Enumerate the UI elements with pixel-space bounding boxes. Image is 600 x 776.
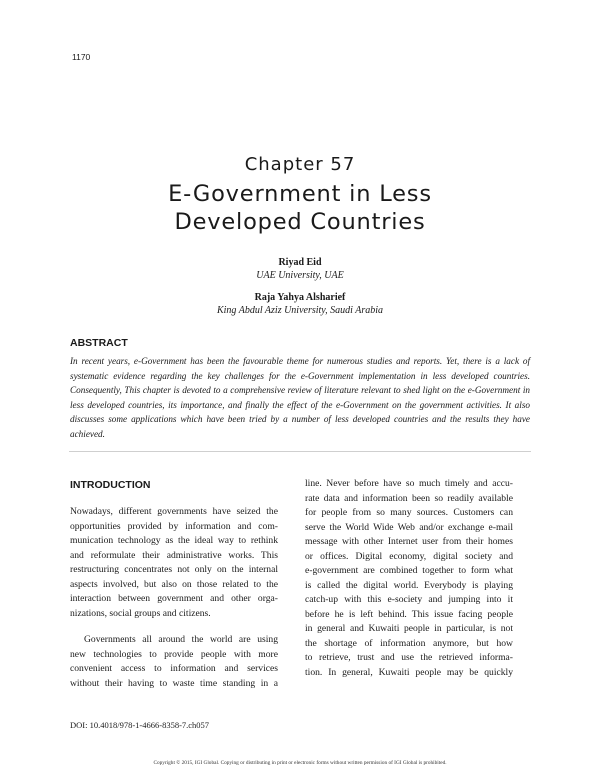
text-line: message with other Internet user from their homes <box>305 536 513 547</box>
author-name: Raja Yahya Alsharief <box>254 292 346 303</box>
text-line: serve the World Wide Web and/or exchange e-mail <box>305 521 513 533</box>
text-line: line. Never before have so much timely and accu- <box>305 478 513 489</box>
text-line: e-government are combined together to form what <box>305 565 513 576</box>
introduction-heading: INTRODUCTION <box>70 479 151 491</box>
text-line: new technologies to provide people with more <box>70 648 278 660</box>
text-line: convenient access to information and services <box>70 663 278 674</box>
chapter-title-line-1: E-Government in Less <box>168 181 432 207</box>
text-line: the shortage of information anymore, but how <box>305 637 513 649</box>
abstract-divider <box>69 451 531 452</box>
text-line: in general and Kuwaiti people in particular, is not <box>305 623 513 634</box>
text-line: restructuring concentrates not only on the internal <box>70 564 278 575</box>
text-line: is called the digital world. Everybody is playing <box>305 579 513 591</box>
text-line: before he is left behind. This issue facing people <box>305 608 513 620</box>
text-line: or offices. Digital economy, digital society and <box>305 550 513 562</box>
text-line: catch-up with this e-society and jumping into it <box>305 594 513 605</box>
text-line: rate data and information been so readily available <box>305 492 513 504</box>
text-line: opportunities provided by information and com- <box>70 520 278 532</box>
text-line: munication technology as the ideal way to rethink <box>70 535 278 546</box>
abstract-heading: ABSTRACT <box>70 337 128 349</box>
text-line: Governments all around the world are using <box>84 634 278 645</box>
author-2 <box>0 291 600 317</box>
copyright-notice: Copyright © 2015, IGI Global. Copying or distributing in print or electronic forms without written permission of IGI Global is prohibited. <box>153 760 447 766</box>
author-affiliation: UAE University, UAE <box>256 270 344 281</box>
text-line: for people from so many sources. Customers can <box>305 507 513 518</box>
chapter-label: Chapter 57 <box>244 154 356 175</box>
text-line: tion. In general, Kuwaiti people may be quickly <box>305 666 513 678</box>
author-1 <box>0 256 600 282</box>
chapter-title <box>0 180 600 236</box>
page-number: 1170 <box>72 52 91 62</box>
author-name: Riyad Eid <box>278 257 322 268</box>
text-line: interaction between government and other orga- <box>70 593 278 604</box>
right-column <box>305 477 513 680</box>
text-line: to retrieve, trust and use the retrieved informa- <box>305 652 513 663</box>
text-line: Nowadays, different governments have seized the <box>70 506 278 517</box>
text-line: without their having to waste time standing in a <box>70 677 278 689</box>
text-line: and reformulate their administrative works. This <box>70 549 278 561</box>
abstract-text: In recent years, e-Government has been the favourable theme for numerous studies and reports. Yet, there is a lack of systematic evidence regarding the key challenges for the e-Government implementation in less developed countries. Consequently, This chapter is devoted to a comprehensive review of literature relevant to shed light on the e-Government in less developed countries, its importance, and finally the effect of the e-Government on the government activities. It also discusses some applications which have been tried by a number of less developed countries and the results they have achieved. <box>70 356 530 439</box>
left-column <box>70 505 278 691</box>
chapter-title-line-2: Developed Countries <box>174 209 426 235</box>
doi: DOI: 10.4018/978-1-4666-8358-7.ch057 <box>70 720 210 730</box>
author-affiliation: King Abdul Aziz University, Saudi Arabia <box>216 305 384 316</box>
text-line: nizations, social groups and citizens. <box>70 607 211 619</box>
text-line: aspects involved, but also on those related to the <box>70 578 278 590</box>
